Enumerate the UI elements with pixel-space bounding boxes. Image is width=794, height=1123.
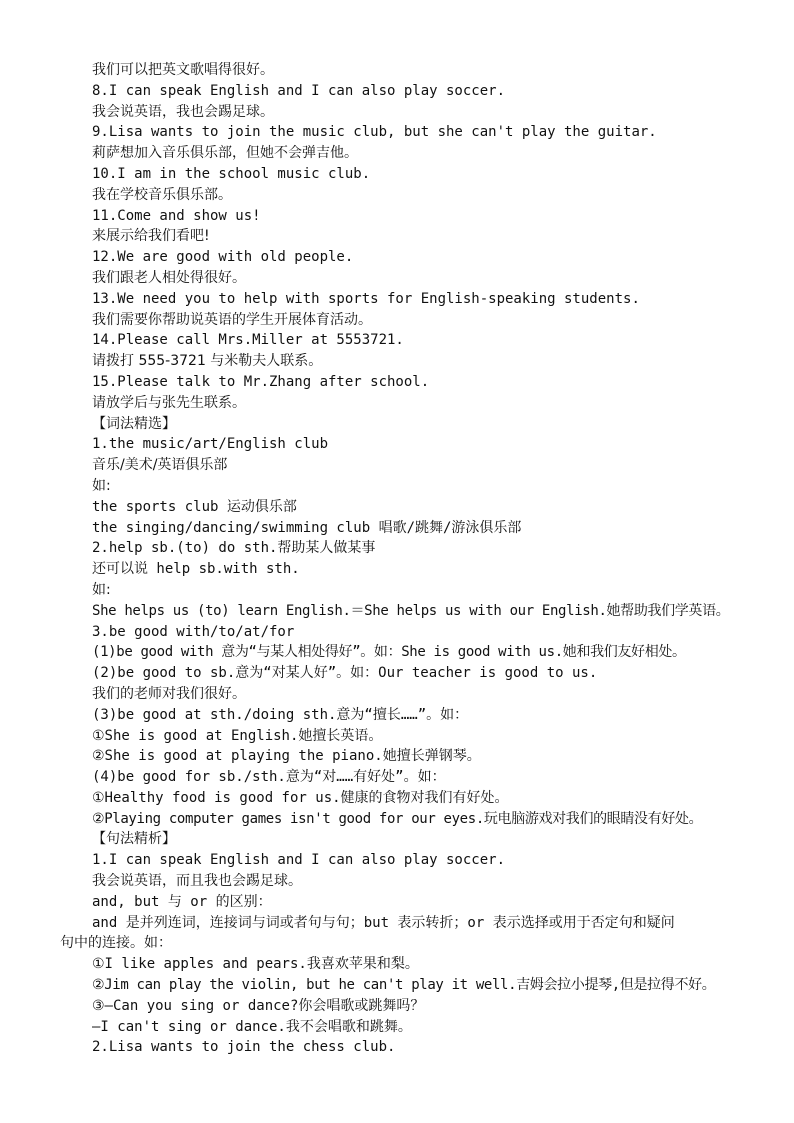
text-line: 请放学后与张先生联系。 <box>92 394 246 411</box>
text-line: 音乐/美术/英语俱乐部 <box>92 457 228 474</box>
text-line: (4)be good for sb./sth.意为“对……有好处”。如： <box>92 769 446 786</box>
text-line: ②Jim can play the violin, but he can't play it well.吉姆会拉小提琴,但是拉得不好。 <box>92 977 716 994</box>
text-line: 我会说英语，而且我也会踢足球。 <box>92 873 302 890</box>
text-line: ③—Can you sing or dance?你会唱歌或跳舞吗？ <box>92 997 425 1014</box>
text-line: 我们的老师对我们很好。 <box>92 685 246 702</box>
section-heading: 【句法精析】 <box>92 831 176 848</box>
text-line: 14.Please call Mrs.Miller at 5553721. <box>92 332 404 349</box>
text-line: 句中的连接。如： <box>60 935 172 952</box>
text-line: 12.We are good with old people. <box>92 249 354 266</box>
text-line: 1.I can speak English and I can also play soccer. <box>92 852 506 869</box>
text-line: 我们可以把英文歌唱得很好。 <box>92 62 274 78</box>
text-line: ②She is good at playing the piano.她擅长弹钢琴。 <box>92 748 481 765</box>
text-line: 莉萨想加入音乐俱乐部，但她不会弹吉他。 <box>92 145 358 162</box>
text-line: ①I like apples and pears.我喜欢苹果和梨。 <box>92 956 419 973</box>
text-line: 如: <box>92 581 111 598</box>
text-line: 8.I can speak English and I can also play soccer. <box>92 82 506 99</box>
text-line: and, but 与 or 的区别： <box>92 893 272 910</box>
text-line: 11.Come and show us! <box>92 207 261 224</box>
text-line: 如: <box>92 477 111 494</box>
section-heading: 【词法精选】 <box>92 415 176 432</box>
text-line: ②Playing computer games isn't good for our eyes.玩电脑游戏对我们的眼睛没有好处。 <box>92 810 703 827</box>
text-line: 1.the music/art/English club <box>92 436 329 453</box>
text-line: 9.Lisa wants to join the music club, but she can't play the guitar. <box>92 124 657 141</box>
text-line: 2.help sb.(to) do sth.帮助某人做某事 <box>92 540 376 557</box>
text-line: 10.I am in the school music club. <box>92 165 371 182</box>
text-line: 我们跟老人相处得很好。 <box>92 269 246 286</box>
text-line: the singing/dancing/swimming club 唱歌/跳舞/游泳俱乐部 <box>92 519 522 536</box>
text-line: ①She is good at English.她擅长英语。 <box>92 727 383 744</box>
text-line: 我在学校音乐俱乐部。 <box>92 186 232 203</box>
text-line: 请拨打 555-3721 与米勒夫人联系。 <box>92 353 323 370</box>
text-line: 13.We need you to help with sports for English-speaking students. <box>92 290 640 307</box>
text-line: (2)be good to sb.意为“对某人好”。如：Our teacher is good to us. <box>92 665 598 682</box>
text-line: —I can't sing or dance.我不会唱歌和跳舞。 <box>92 1018 412 1035</box>
text-line: 3.be good with/to/at/for <box>92 623 295 640</box>
text-line: 还可以说 help sb.with sth. <box>92 561 300 578</box>
text-line: ①Healthy food is good for us.健康的食物对我们有好处。 <box>92 789 509 806</box>
text-line: 我们需要你帮助说英语的学生开展体育活动。 <box>92 311 372 328</box>
text-line: She helps us (to) learn English.＝She helps us with our English.她帮助我们学英语。 <box>92 602 730 619</box>
text-line: 15.Please talk to Mr.Zhang after school. <box>92 373 430 390</box>
text-line: 我会说英语，我也会踢足球。 <box>92 103 274 120</box>
text-line: and 是并列连词，连接词与词或者句与句；but 表示转折；or 表示选择或用于否定句和疑问 <box>92 914 675 931</box>
text-line: (3)be good at sth./doing sth.意为“擅长……”。如： <box>92 706 469 723</box>
text-line: the sports club 运动俱乐部 <box>92 498 297 515</box>
text-line: 来展示给我们看吧! <box>92 228 210 245</box>
text-line: (1)be good with 意为“与某人相处得好”。如：She is good with us.她和我们友好相处。 <box>92 644 686 661</box>
text-line: 2.Lisa wants to join the chess club. <box>92 1039 396 1056</box>
